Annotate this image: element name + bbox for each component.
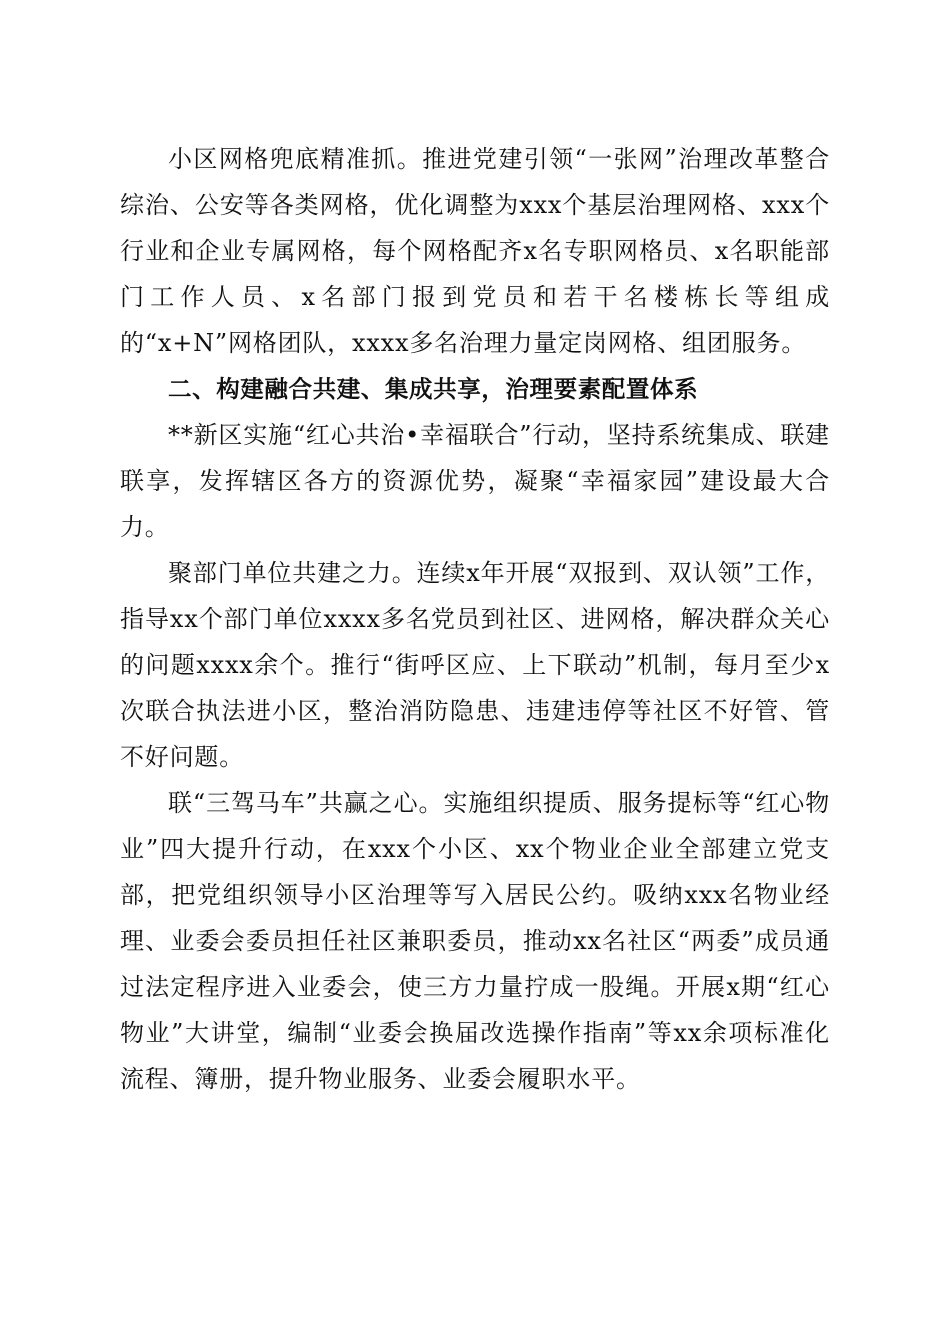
paragraph-new-district-action: **新区实施“红心共治•幸福联合”行动，坚持系统集成、联建联享，发挥辖区各方的资源优势，凝聚“幸福家园”建设最大合力。 <box>120 421 830 541</box>
section-heading: 二、构建融合共建、集成共享，治理要素配置体系 <box>168 375 699 403</box>
document-body <box>120 136 830 1102</box>
paragraph-three-carriages: 联“三驾马车”共赢之心。实施组织提质、服务提标等“红心物业”四大提升行动，在xxx个小区、xx个物业企业全部建立党支部，把党组织领导小区治理等写入居民公约。吸纳xxx名物业经理、业委会委员担任社区兼职委员，推动xx名社区“两委”成员通过法定程序进入业委会，使三方力量拧成一股绳。开展x期“红心物业”大讲堂，编制“业委会换届改选操作指南”等xx余项标准化流程、簿册，提升物业服务、业委会履职水平。 <box>120 789 830 1093</box>
paragraph-department-co-building: 聚部门单位共建之力。连续x年开展“双报到、双认领”工作，指导xx个部门单位xxxx多名党员到社区、进网格，解决群众关心的问题xxxx余个。推行“街呼区应、上下联动”机制，每月至少x次联合执法进小区，整治消防隐患、违建违停等社区不好管、管不好问题。 <box>120 559 830 771</box>
paragraph-grid-management: 小区网格兜底精准抓。推进党建引领“一张网”治理改革整合综治、公安等各类网格，优化调整为xxx个基层治理网格、xxx个行业和企业专属网格，每个网格配齐x名专职网格员、x名职能部门工作人员、x名部门报到党员和若干名楼栋长等组成的“x+N”网格团队，xxxx多名治理力量定岗网格、组团服务。 <box>120 145 830 357</box>
